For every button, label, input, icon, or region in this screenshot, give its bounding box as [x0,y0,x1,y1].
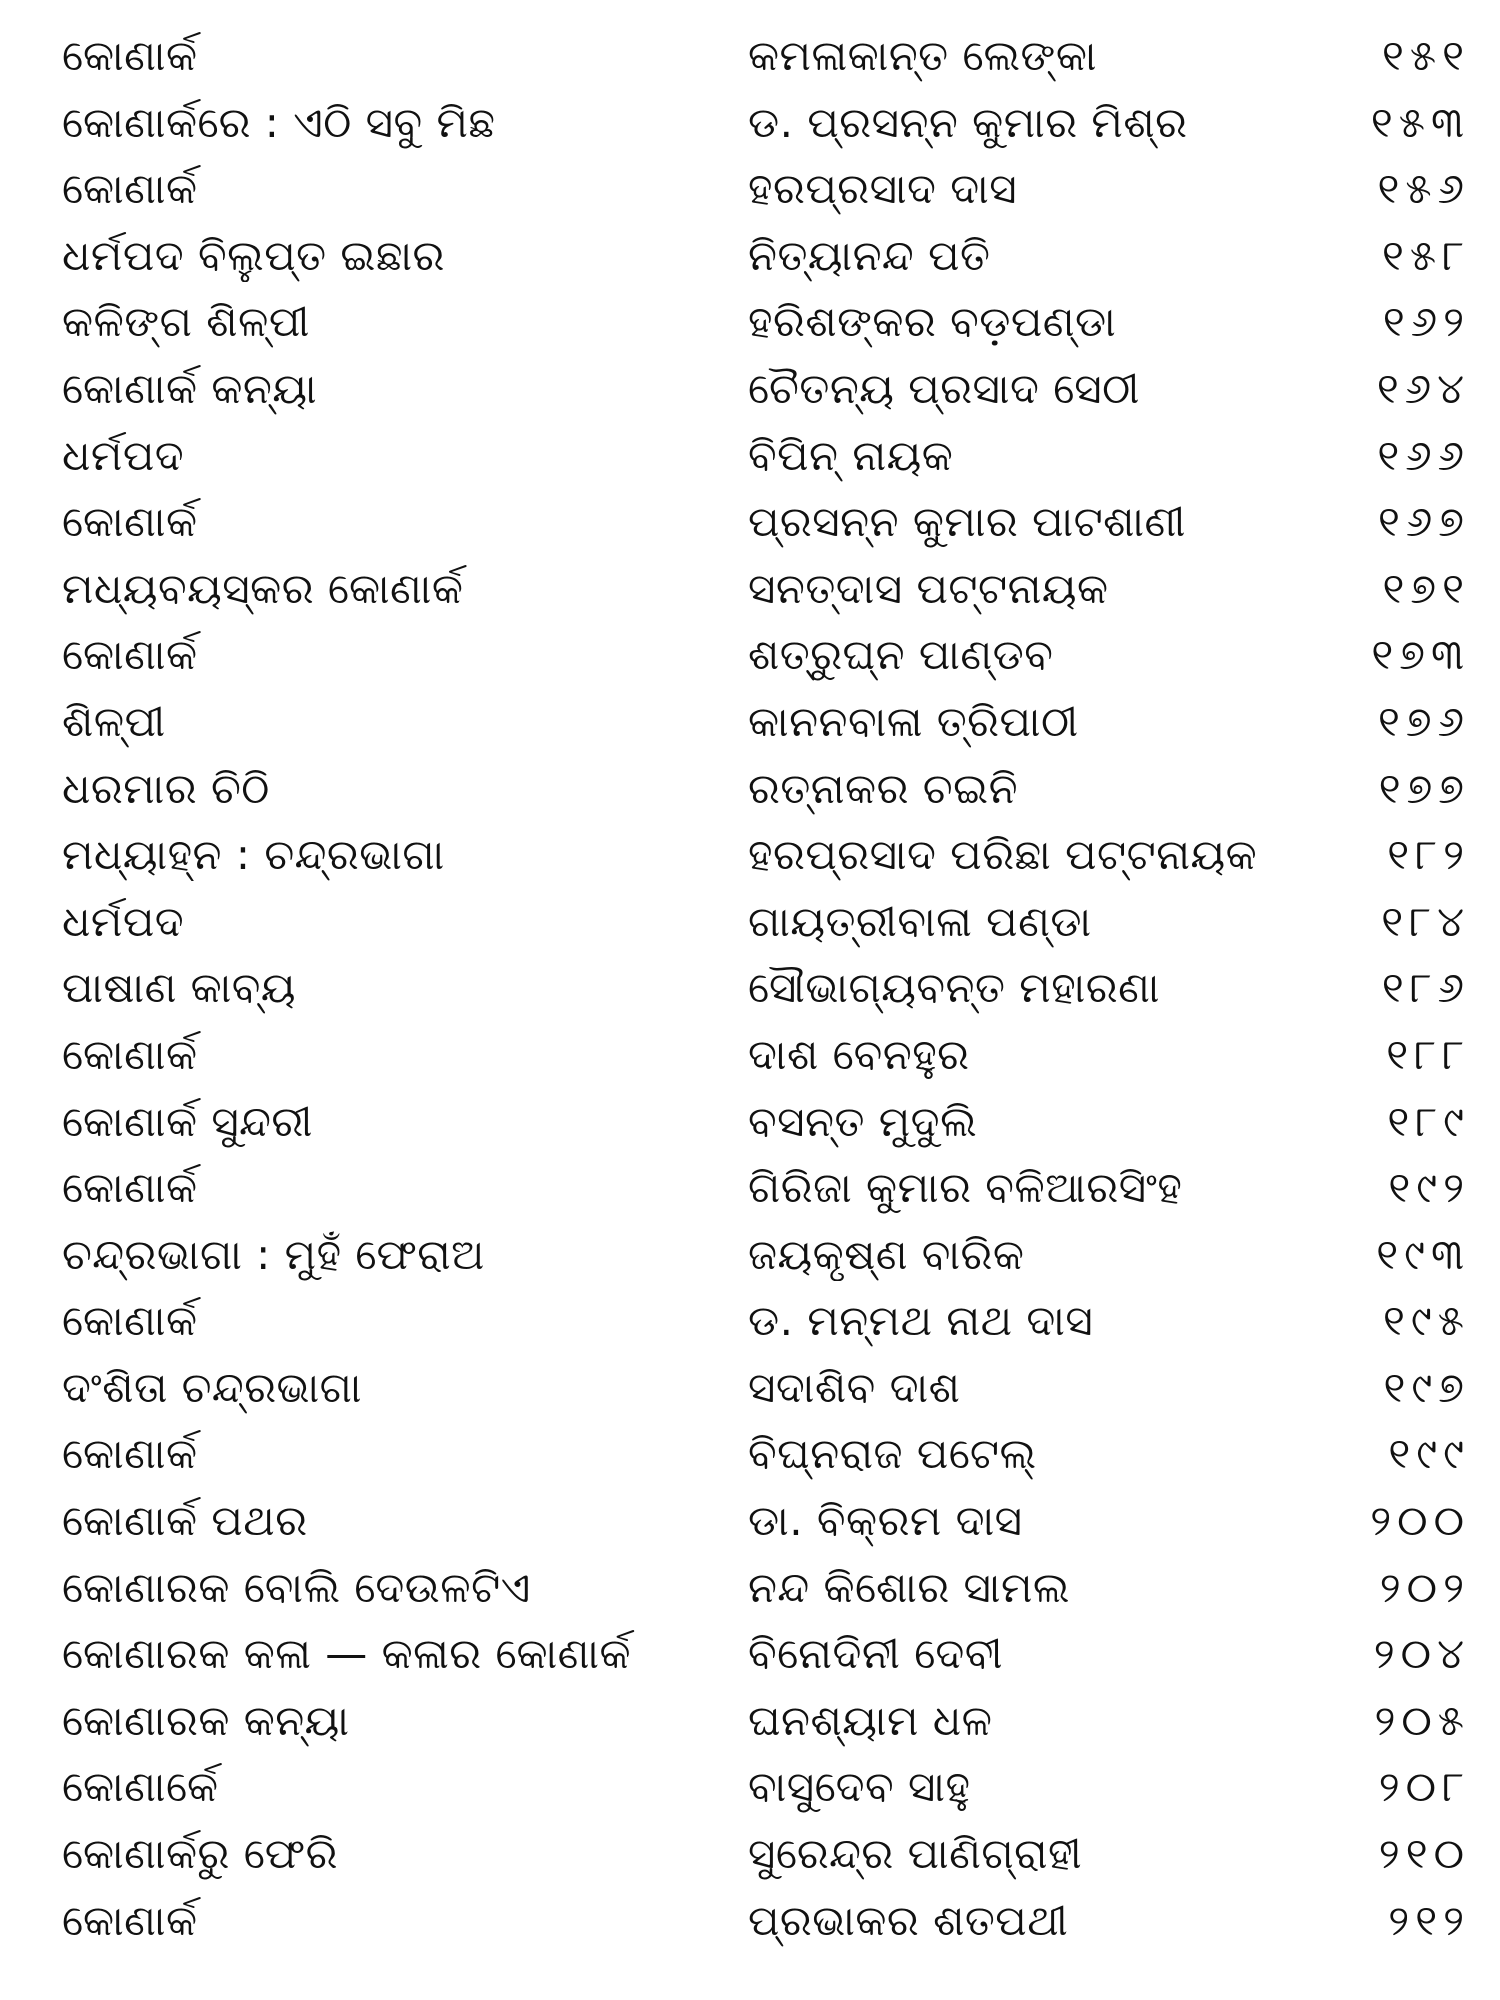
entry-page-number: ୧୬୬ [1377,430,1470,480]
entry-author: ଡ. ମନ୍ମଥ ନାଥ ଦାସ [748,1296,1094,1346]
toc-row [0,222,1500,289]
toc-row [0,688,1500,755]
toc-row [0,821,1500,888]
toc-row [0,954,1500,1021]
toc-row [0,1887,1500,1954]
entry-page-number: ୨୦୨ [1379,1562,1470,1612]
entry-page-number: ୧୭୧ [1382,563,1470,613]
toc-row [0,1221,1500,1288]
toc-row [0,1420,1500,1487]
entry-page-number: ୨୦୦ [1370,1496,1470,1546]
entry-title: କୋଣାରକ କନ୍ୟା [62,1695,350,1745]
entry-author: ସଦାଶିବ ଦାଶ [748,1362,961,1412]
entry-title: ମଧ୍ୟବୟସ୍କର କୋଣାର୍କ [62,563,464,613]
entry-author: ଗିରିଜା କୁମାର ବଳିଆରସିଂହ [748,1163,1183,1213]
entry-page-number: ୧୭୭ [1378,763,1470,813]
entry-page-number: ୧୫୬ [1377,164,1470,214]
entry-title: ଶିଳ୍ପୀ [62,696,166,746]
entry-page-number: ୧୮୪ [1381,896,1470,946]
entry-title: ମଧ୍ୟାହ୍ନ : ଚନ୍ଦ୍ରଭାଗା [62,830,445,880]
toc-row [0,89,1500,156]
entry-title: ଧର୍ମପଦ [62,896,185,946]
toc-row [0,155,1500,222]
entry-page-number: ୧୮୯ [1387,1096,1470,1146]
toc-row [0,488,1500,555]
toc-row [0,355,1500,422]
entry-title: କୋଣାର୍କ [62,1296,198,1346]
entry-author: କମଳାକାନ୍ତ ଲେଙ୍କା [748,31,1097,80]
entry-author: ହରପ୍ରସାଦ ଦାସ [748,164,1018,214]
entry-title: କୋଣାର୍କ [62,630,198,680]
entry-author: କାନନବାଳା ତ୍ରିପାଠୀ [748,696,1079,746]
entry-title: କୋଣାର୍କ [62,1163,198,1213]
entry-author: ଜୟକୃଷ୍ଣ ବାରିକ [748,1229,1025,1279]
toc-row [0,288,1500,355]
entry-title: ଦଂଶିତା ଚନ୍ଦ୍ରଭାଗା [62,1362,363,1412]
entry-title: କୋଣାର୍କ [62,1429,198,1479]
toc-row [0,1287,1500,1354]
entry-author: ଘନଶ୍ୟାମ ଧଳ [748,1695,993,1745]
entry-page-number: ୧୯୫ [1383,1296,1470,1346]
toc-row [0,1487,1500,1554]
entry-page-number: ୧୯୩ [1376,1229,1470,1279]
toc-row [0,1088,1500,1155]
toc-row [0,1354,1500,1421]
entry-author: ବିଘ୍ନରାଜ ପଟେଲ୍ [748,1429,1037,1479]
entry-title: ଧର୍ମପଦ ବିଲୁପ୍ତ ଇଛାର [62,230,445,280]
toc-row [0,1753,1500,1820]
entry-page-number: ୨୧୨ [1388,1895,1470,1945]
entry-title: କୋଣାର୍କ [62,31,198,80]
entry-title: କୋଣାର୍କ କନ୍ୟା [62,363,318,413]
entry-author: ବାସୁଦେବ ସାହୁ [748,1762,971,1812]
entry-author: ବସନ୍ତ ମୁଦୁଲି [748,1096,978,1146]
toc-row [0,1620,1500,1687]
entry-page-number: ୨୦୮ [1378,1762,1470,1812]
entry-author: ବିପିନ୍ ନାୟକ [748,430,954,480]
entry-author: ଡା. ବିକ୍ରମ ଦାସ [748,1496,1023,1546]
entry-title: କୋଣାର୍କ ସୁନ୍ଦରୀ [62,1096,313,1146]
entry-page-number: ୧୬୭ [1378,497,1470,547]
entry-author: ପ୍ରଭାକର ଶତପଥୀ [748,1895,1069,1945]
entry-page-number: ୧୮୨ [1387,830,1470,880]
entry-title: କୋଣାରକ ବୋଲି ଦେଉଳଟିଏ [62,1562,531,1612]
entry-page-number: ୧୯୨ [1388,1163,1470,1213]
entry-page-number: ୧୭୩ [1371,630,1470,680]
entry-title: କୋଣାର୍କ ପଥର [62,1496,308,1546]
entry-title: ଧର୍ମପଦ [62,430,185,480]
toc-row [0,22,1500,89]
entry-page-number: ୧୯୭ [1383,1362,1470,1412]
entry-page-number: ୧୫୧ [1382,31,1470,80]
entry-title: ପାଷାଣ କାବ୍ୟ [62,963,297,1013]
entry-title: କୋଣାର୍କରୁ ଫେରି [62,1829,338,1879]
entry-title: ଚନ୍ଦ୍ରଭାଗା : ମୁହଁ ଫେରାଅ [62,1229,485,1279]
entry-author: ନନ୍ଦ କିଶୋର ସାମଲ [748,1562,1070,1612]
table-of-contents [0,22,1500,1953]
entry-title: କୋଣାର୍କେ [62,1762,219,1812]
entry-page-number: ୧୮୬ [1381,963,1470,1013]
entry-author: ସୁରେନ୍ଦ୍ର ପାଣିଗ୍ରାହୀ [748,1829,1083,1879]
entry-author: ନିତ୍ୟାନନ୍ଦ ପତି [748,230,991,280]
entry-author: ଚୈତନ୍ୟ ପ୍ରସାଦ ସେଠୀ [748,363,1140,413]
entry-title: କୋଣାର୍କ [62,1029,198,1079]
entry-page-number: ୧୭୬ [1378,696,1470,746]
entry-author: ସୌଭାଗ୍ୟବନ୍ତ ମହାରଣା [748,963,1160,1013]
toc-row [0,422,1500,489]
entry-title: କୋଣାର୍କରେ : ଏଠି ସବୁ ମିଛ [62,97,496,147]
entry-author: ହରିଶଙ୍କର ବଡ଼ପଣ୍ଡା [748,297,1117,347]
toc-row [0,1554,1500,1621]
entry-page-number: ୧୫୮ [1381,230,1470,280]
toc-row [0,1021,1500,1088]
entry-page-number: ୨୧୦ [1378,1829,1470,1879]
entry-title: କୋଣାରକ କଳା — କଳାର କୋଣାର୍କ [62,1629,632,1679]
entry-page-number: ୨୦୪ [1373,1629,1470,1679]
entry-author: ଶତ୍ରୁଘ୍ନ ପାଣ୍ଡବ [748,630,1054,680]
entry-author: ଦାଶ ବେନହୁର [748,1029,970,1079]
entry-author: ବିନୋଦିନୀ ଦେବୀ [748,1629,1004,1679]
toc-row [0,1820,1500,1887]
entry-title: କୋଣାର୍କ [62,497,198,547]
entry-author: ହରପ୍ରସାଦ ପରିଛା ପଟ୍ଟନାୟକ [748,830,1258,880]
entry-title: ଧରମାର ଚିଠି [62,763,270,813]
entry-author: ଡ. ପ୍ରସନ୍ନ କୁମାର ମିଶ୍ର [748,97,1188,147]
entry-title: କଳିଙ୍ଗ ଶିଳ୍ପୀ [62,297,310,347]
entry-page-number: ୧୮୮ [1386,1029,1470,1079]
entry-author: ଗାୟତ୍ରୀବାଳା ପଣ୍ଡା [748,896,1092,946]
entry-page-number: ୨୦୫ [1374,1695,1470,1745]
toc-row [0,1154,1500,1221]
entry-page-number: ୧୫୩ [1370,97,1470,147]
toc-row [0,755,1500,822]
toc-row [0,555,1500,622]
entry-page-number: ୧୬୪ [1376,363,1470,413]
toc-row [0,621,1500,688]
toc-row [0,888,1500,955]
entry-title: କୋଣାର୍କ [62,164,198,214]
entry-title: କୋଣାର୍କ [62,1895,198,1945]
entry-page-number: ୧୯୯ [1388,1429,1470,1479]
entry-author: ପ୍ରସନ୍ନ କୁମାର ପାଟଶାଣୀ [748,497,1186,547]
toc-row [0,1687,1500,1754]
entry-author: ରତ୍ନାକର ଚଇନି [748,763,1019,813]
entry-page-number: ୧୬୨ [1382,297,1470,347]
entry-author: ସନତ୍‌ଦାସ ପଟ୍ଟନାୟକ [748,563,1109,613]
